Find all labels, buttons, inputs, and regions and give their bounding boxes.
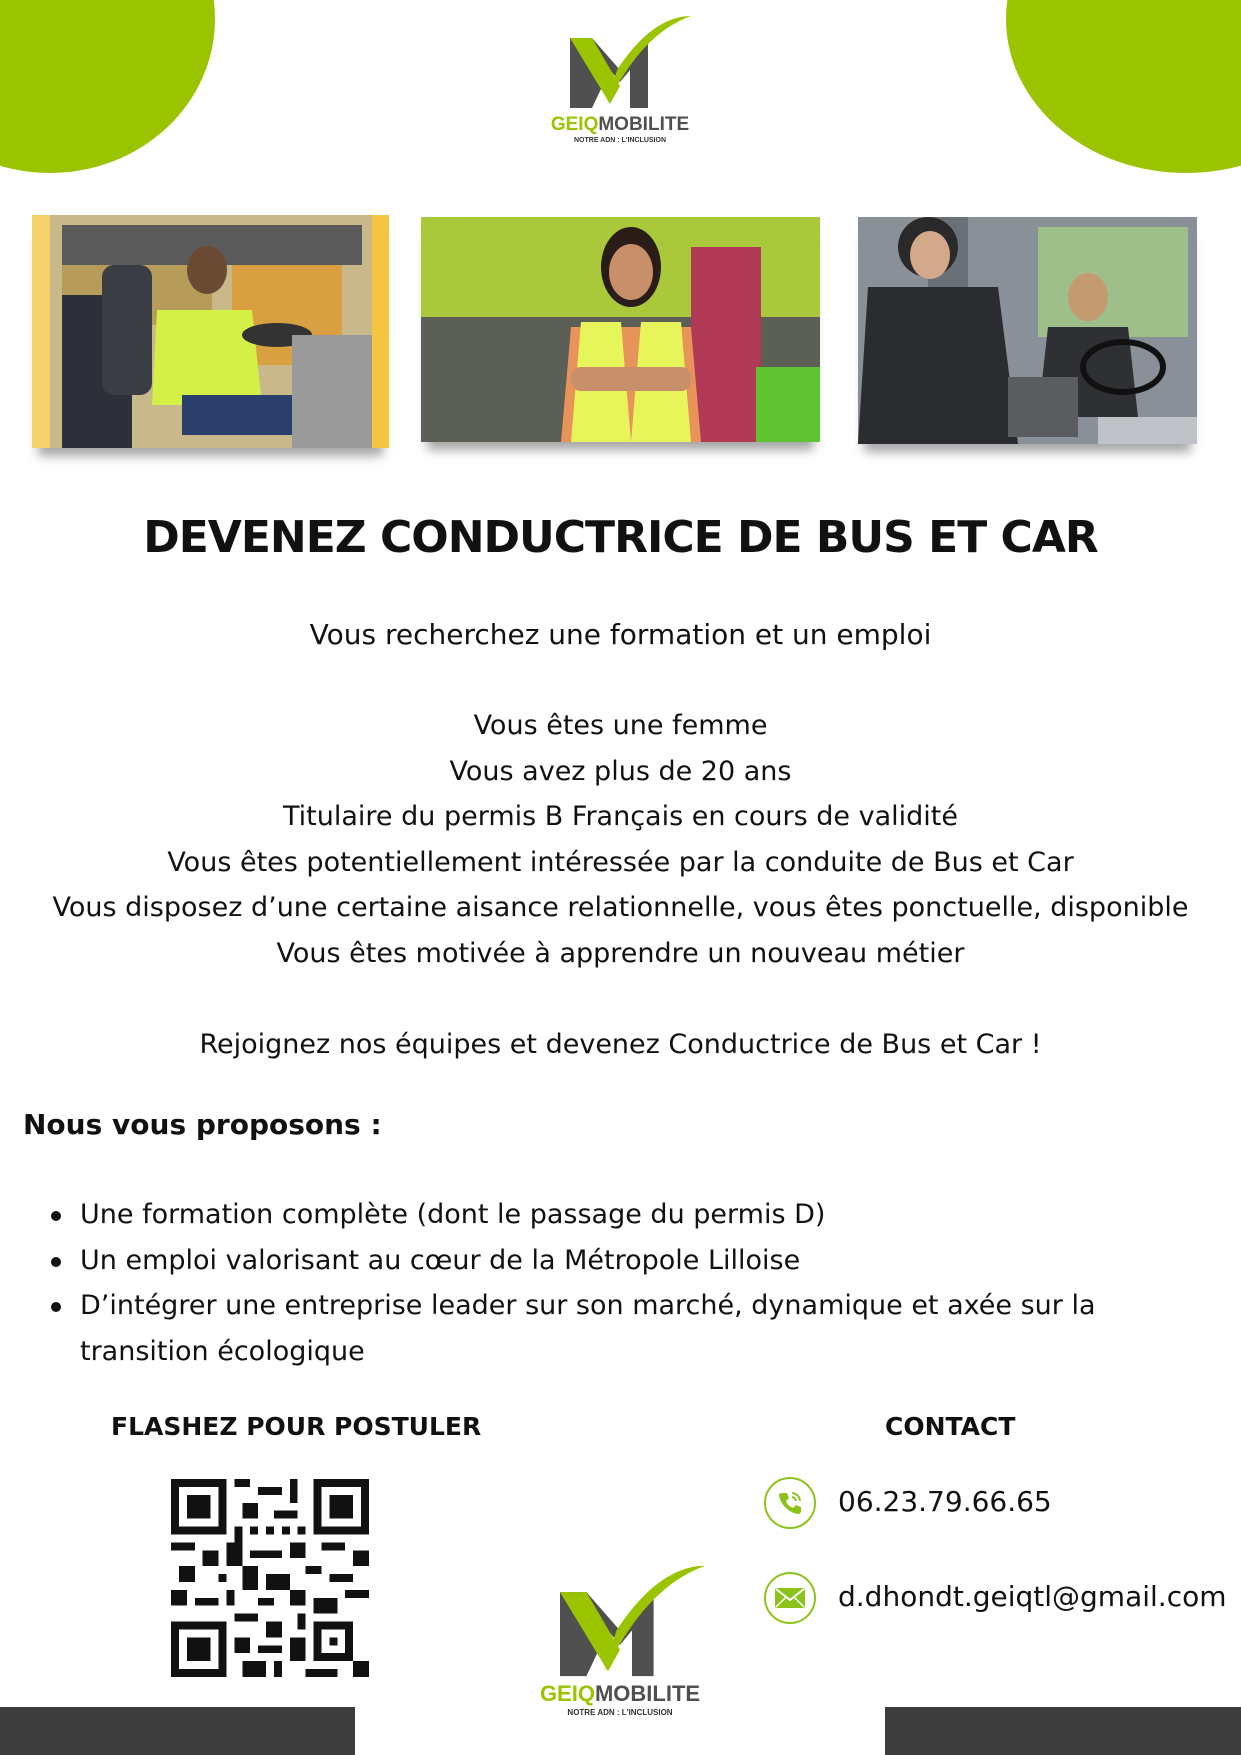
offer-item	[80, 1238, 1180, 1284]
call-to-action: Rejoignez nos équipes et devenez Conductrice de Bus et Car !	[199, 1029, 1042, 1060]
requirement-item: Vous êtes potentiellement intéressée par la conduite de Bus et Car	[167, 846, 1074, 878]
contact-email[interactable]: d.dhondt.geiqtl@gmail.com	[838, 1580, 1227, 1613]
phone-icon	[764, 1477, 816, 1529]
requirement-item: Titulaire du permis B Français en cours de validité	[283, 801, 958, 832]
logo-word-dark: MOBILITE	[598, 114, 690, 135]
logo-tagline: NOTRE ADN : L'INCLUSION	[573, 137, 666, 144]
logo-word-green: GEIQ	[550, 114, 599, 135]
logo-word-green: GEIQ	[539, 1681, 595, 1706]
logo-mark-icon	[530, 1556, 710, 1681]
footer-bar-right	[885, 1707, 1241, 1755]
offer-text: Une formation complète (dont le passage du permis D)	[80, 1199, 826, 1230]
footer-logo	[530, 1556, 710, 1717]
logo-tagline: NOTRE ADN : L'INCLUSION	[567, 1708, 673, 1717]
requirements-list	[0, 703, 1241, 976]
requirement-item: Vous disposez d’une certaine aisance relationnelle, vous êtes ponctuelle, disponible	[52, 892, 1189, 923]
corner-decoration-left	[0, 0, 215, 173]
photo-bus-driver-seat	[32, 215, 389, 448]
logo-mark-icon	[545, 8, 695, 112]
offer-item	[80, 1192, 1180, 1238]
requirement-item: Vous êtes motivée à apprendre un nouveau métier	[276, 937, 965, 969]
contact-phone[interactable]: 06.23.79.66.65	[838, 1485, 1052, 1518]
offer-item	[80, 1283, 1180, 1374]
photo-driving-training	[858, 217, 1197, 444]
email-icon	[764, 1572, 816, 1624]
requirement-item: Vous avez plus de 20 ans	[449, 755, 792, 787]
requirement-item: Vous êtes une femme	[473, 710, 768, 741]
bullet-icon	[51, 1302, 61, 1312]
header-logo	[540, 8, 700, 144]
apply-label: FLASHEZ POUR POSTULER	[111, 1412, 482, 1441]
offers-list	[80, 1192, 1180, 1374]
footer-bar-left	[0, 1707, 355, 1755]
qr-code-icon[interactable]	[171, 1479, 369, 1677]
bullet-icon	[51, 1257, 61, 1267]
photo-woman-in-front-of-bus	[421, 217, 820, 442]
headline: DEVENEZ CONDUCTRICE DE BUS ET CAR	[143, 512, 1098, 563]
offers-heading: Nous vous proposons :	[23, 1108, 382, 1141]
contact-label: CONTACT	[885, 1412, 1016, 1441]
intro-text: Vous recherchez une formation et un emploi	[309, 618, 932, 651]
offer-text: Un emploi valorisant au cœur de la Métropole Lilloise	[80, 1244, 801, 1276]
corner-decoration-right	[1006, 0, 1241, 173]
logo-word-dark: MOBILITE	[594, 1681, 701, 1706]
offer-text: D’intégrer une entreprise leader sur son marché, dynamique et axée sur la transition écologique	[80, 1290, 1096, 1367]
bullet-icon	[51, 1211, 61, 1221]
